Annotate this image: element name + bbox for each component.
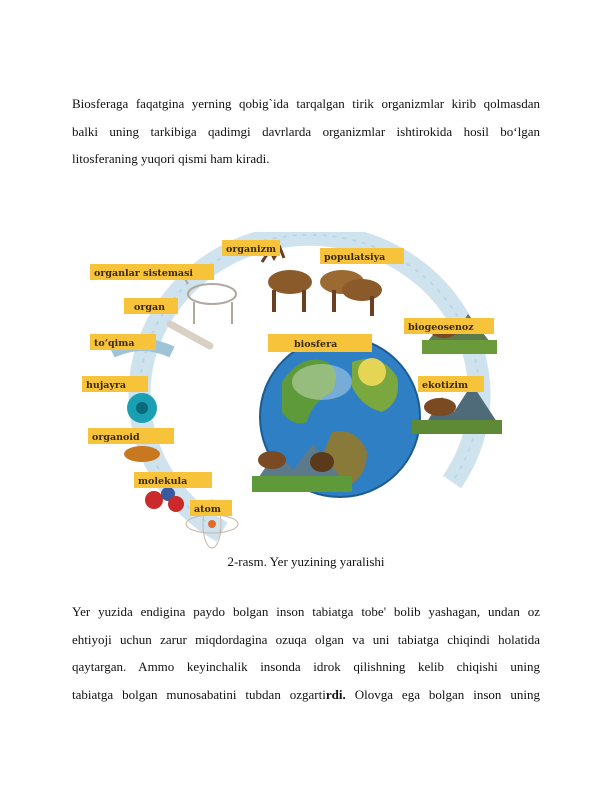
svg-text:atom: atom xyxy=(194,504,221,515)
text-line: Biosferaga faqatgina yerning qobig`ida tarqalgan tirik organizmlar kirib qolmasdan xyxy=(72,96,540,111)
label-hujayra xyxy=(82,376,148,392)
svg-text:biogeosenoz: biogeosenoz xyxy=(408,322,474,333)
svg-text:organoid: organoid xyxy=(92,432,140,443)
figure-caption: 2-rasm. Yer yuzining yaralishi xyxy=(227,554,385,569)
intro-paragraph xyxy=(72,90,540,173)
svg-text:to‘qima: to‘qima xyxy=(94,338,135,349)
label-organizm xyxy=(222,240,280,256)
label-biosfera xyxy=(268,334,372,352)
bone-organ xyxy=(170,324,210,346)
label-ekotizim xyxy=(418,376,484,392)
body-paragraph xyxy=(72,598,540,708)
text-segment: tabiatga bolgan munosabatini tubdan ozgarti xyxy=(72,686,326,702)
moose-population xyxy=(320,270,382,316)
label-populatsiya xyxy=(320,248,404,264)
text-line: balki uning tarkibiga qadimgi davrlarda organizmlar ishtirokida hosil bo‘lgan xyxy=(72,123,540,139)
svg-text:organlar sistemasi: organlar sistemasi xyxy=(94,268,194,279)
label-organoid xyxy=(88,428,174,444)
label-organ xyxy=(124,298,178,314)
text-segment: Olovga ega bolgan inson uning xyxy=(345,686,540,702)
text-line: litosferaning yuqori qismi ham kiradi. xyxy=(72,151,270,166)
label-toqima xyxy=(90,334,156,350)
svg-text:organ: organ xyxy=(134,302,166,313)
bold-text-segment: rdi. xyxy=(325,686,346,702)
text-line xyxy=(72,681,540,709)
text-line: Yer yuzida endigina paydo bolgan inson tabiatga tobe' bolib yashagan, undan oz xyxy=(72,604,540,619)
moose-organism xyxy=(262,248,312,312)
label-molekula xyxy=(134,472,212,488)
biosphere-levels-figure xyxy=(72,232,542,550)
svg-text:ekotizim: ekotizim xyxy=(422,380,469,391)
label-biogeosenoz xyxy=(404,318,494,334)
label-organlar-sistemasi xyxy=(90,264,214,280)
organelle-image xyxy=(124,446,160,462)
svg-text:organizm: organizm xyxy=(226,244,277,255)
label-atom xyxy=(190,500,232,516)
svg-text:biosfera: biosfera xyxy=(294,339,338,350)
svg-text:populatsiya: populatsiya xyxy=(324,252,386,263)
cell-image xyxy=(127,393,157,423)
svg-text:molekula: molekula xyxy=(138,476,188,487)
text-line: qaytargan. Ammo keyinchalik insonda idrok qilishning kelib chiqishi uning xyxy=(72,659,540,674)
text-line: ehtiyoji uchun zarur miqdordagina ozuqa olgan va uni tabiatga chiqindi holatida xyxy=(72,631,540,647)
svg-text:hujayra: hujayra xyxy=(86,380,127,391)
